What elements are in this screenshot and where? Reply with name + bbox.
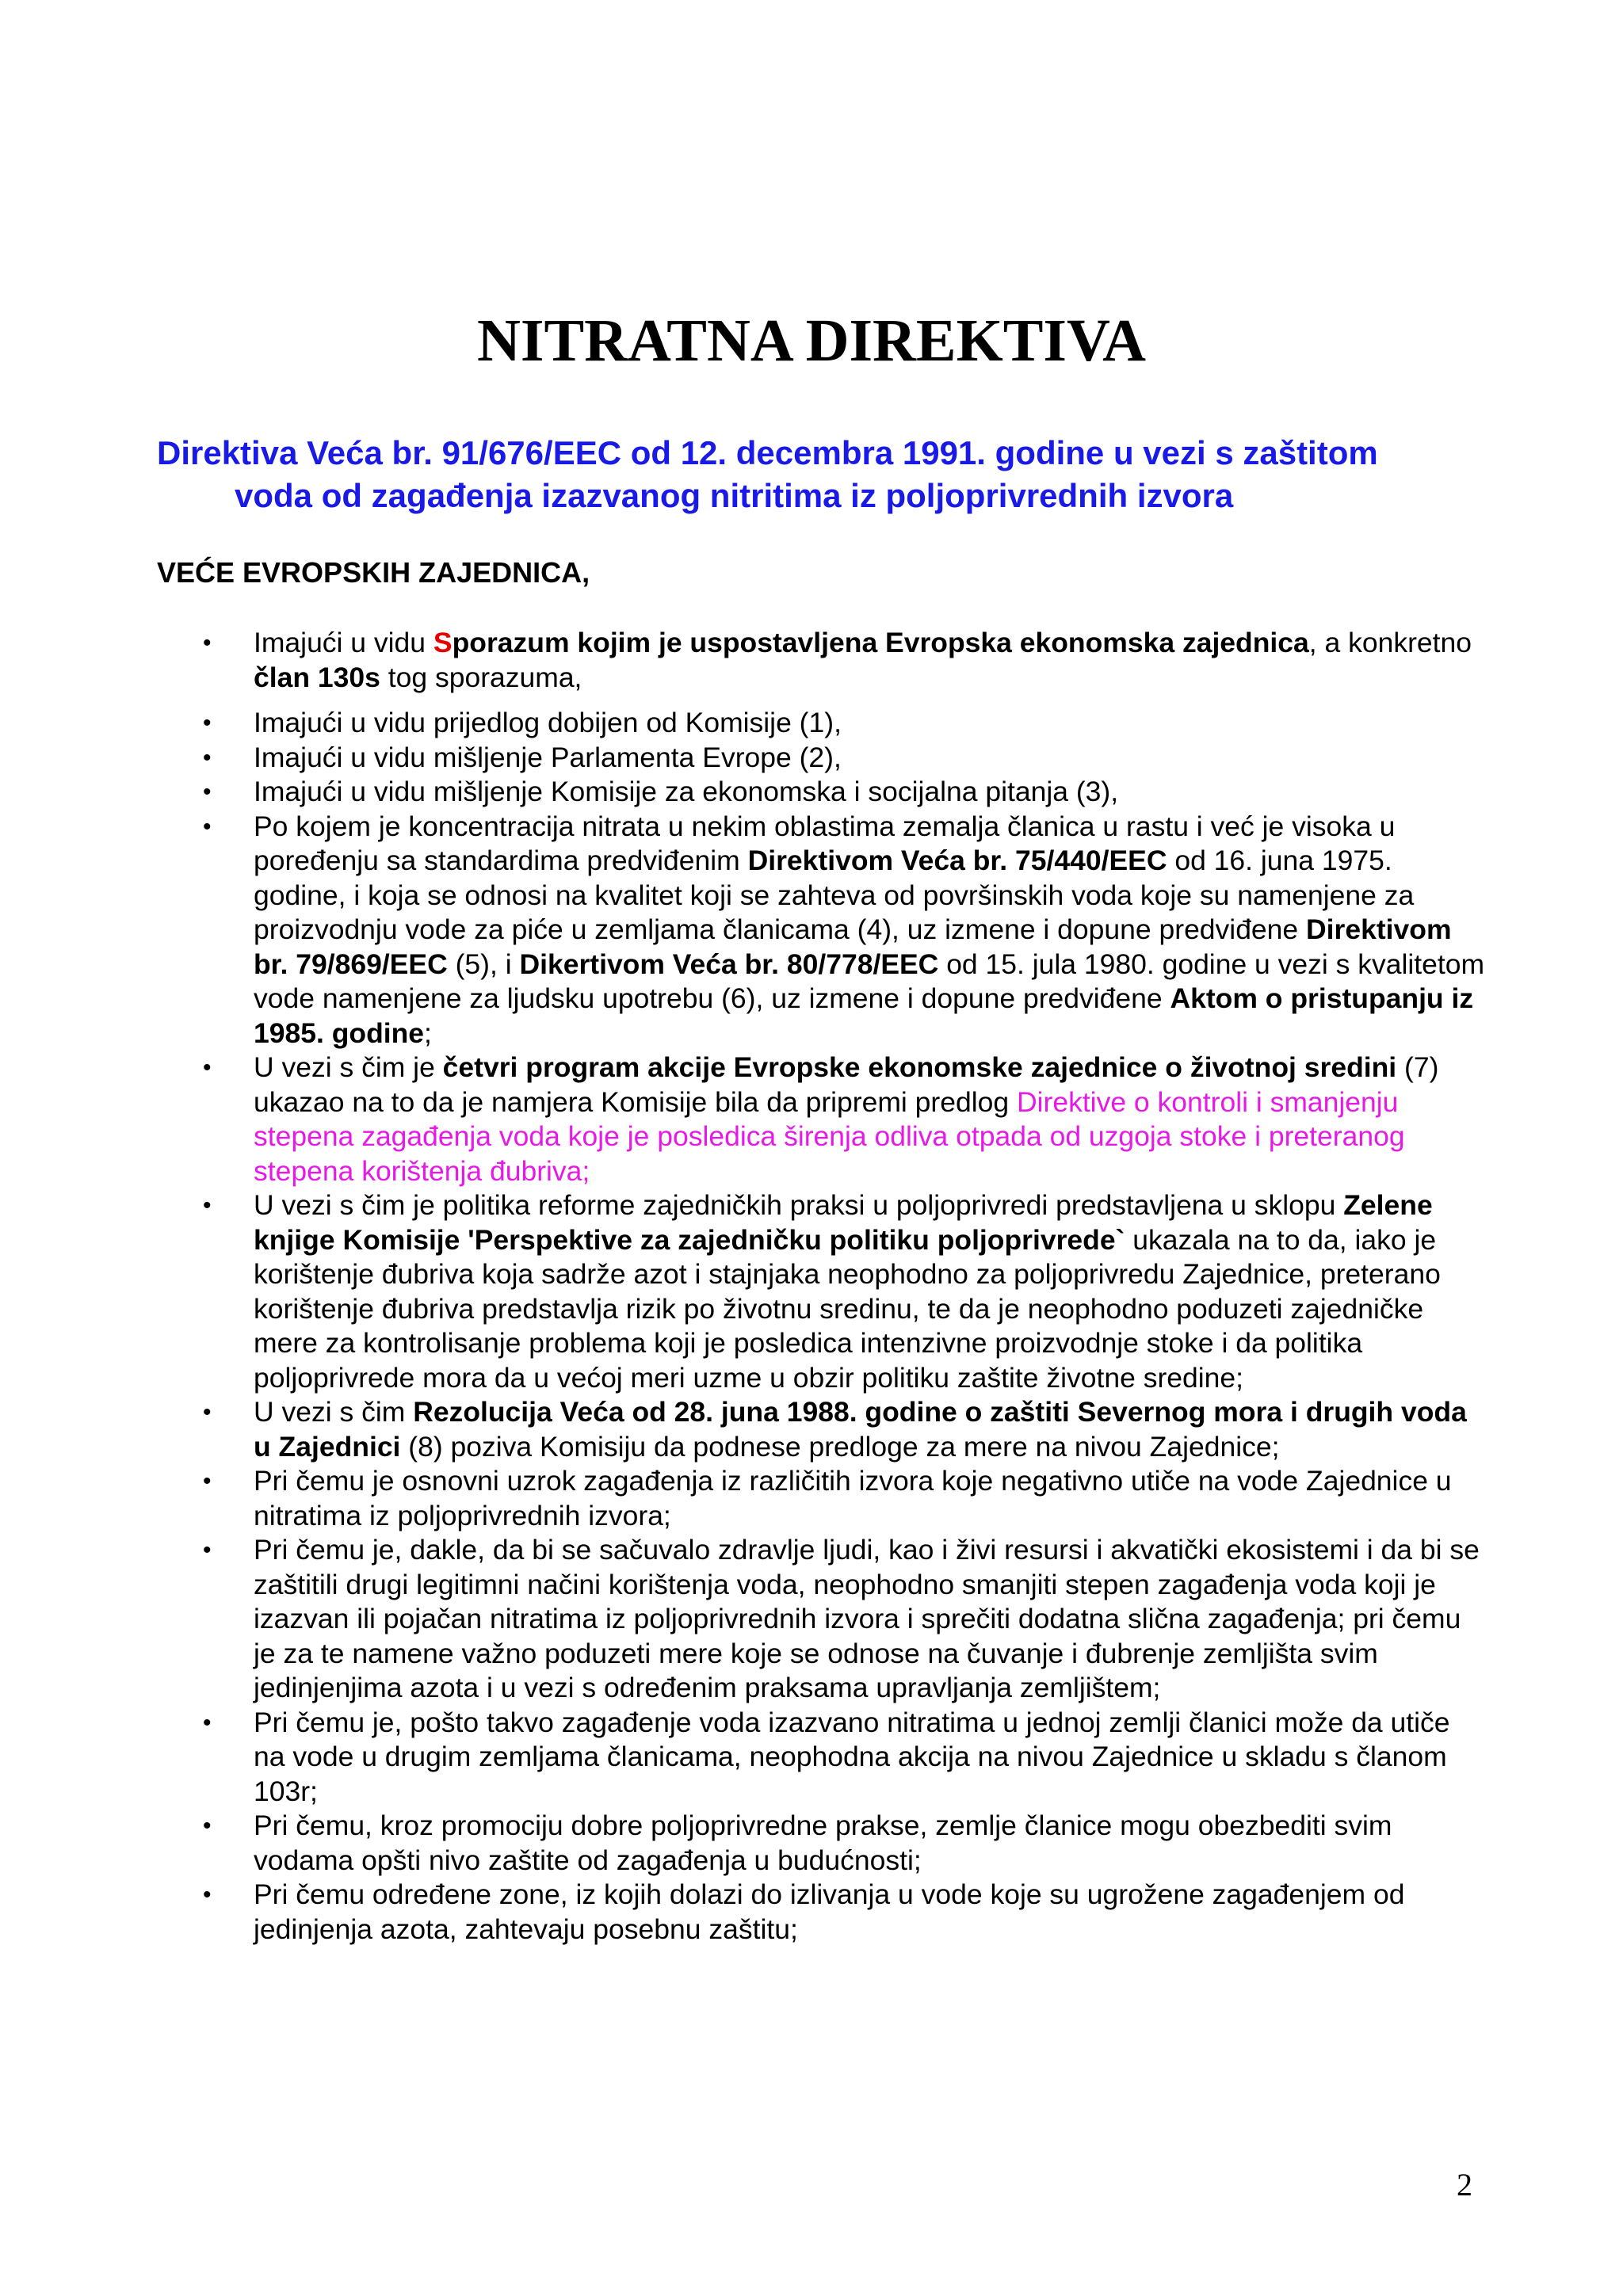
page-number: 2 [1457,2167,1472,2203]
recital-text: U vezi s čim [254,1396,414,1428]
recital-text: od 16. juna 1975. godine, i koja se odnosi na kvalitet koji se zahteva od površinskih voda koje su namenjene za proizvodnju vode za piće u zemljama članicama (4), uz izmene i dopune predviđene [254,845,1415,945]
document-subtitle [157,432,1488,517]
recital-item [157,775,1488,810]
recital-item [157,1878,1488,1947]
recital-text: Direktivom br. 79/869/EEC [254,913,1452,980]
recital-text: Pri čemu određene zone, iz kojih dolazi do izlivanja u vode koje su ugrožene zagađenjem od jedinjenja azota, zahtevaju posebnu zaštitu; [254,1878,1405,1945]
recital-item [157,626,1488,695]
recital-text: U vezi s čim je [254,1051,443,1083]
recital-text: (5), i [447,948,520,980]
recital-text: Pri čemu je, dakle, da bi se sačuvalo zdravlje ljudi, kao i živi resursi i akvatički ekosistemi i da bi se zaštitili drugi legitimni načini korištenja voda, neophodno smanjiti stepen zagađenja voda koji je izazvan ili pojačan nitratima iz poljoprivrednih izvora i sprečiti dodatna slična zagađenja; pri čemu je za te namene važno poduzeti mere koje se odnose na čuvanje i đubrenje zemljišta svim jedinjenjima azota i u vezi s određenim praksama upravljanja zemljištem; [254,1534,1480,1703]
recital-item [157,1533,1488,1706]
bullet-icon: • [203,779,212,805]
recital-item [157,1395,1488,1464]
recital-text: Imajući u vidu [254,627,433,658]
recital-item [157,1464,1488,1533]
recital-text: (7) ukazao na to da je namjera Komisije bila da pripremi predlog [254,1051,1439,1118]
bullet-icon: • [203,1813,212,1839]
recital-item [157,810,1488,1051]
bullet-icon: • [203,1882,212,1908]
recital-text: ; [424,1016,432,1049]
recital-text: Zelene knjige Komisije 'Perspektive za zajedničku politiku poljoprivrede` [254,1189,1433,1256]
bullet-icon: • [203,1399,212,1425]
recital-text: Aktom o pristupanju iz 1985. godine [254,982,1474,1049]
recital-item [157,706,1488,741]
recital-item [157,1809,1488,1878]
bullet-icon: • [203,1537,212,1563]
recital-text: Imajući u vidu mišljenje Komisije za ekonomska i socijalna pitanja (3), [254,776,1119,807]
recitals-list [157,626,1488,1947]
bullet-icon: • [203,1709,212,1736]
recital-text: U vezi s čim je politika reforme zajedničkih praksi u poljoprivredi predstavljena u sklopu [254,1189,1344,1221]
bullet-icon: • [203,630,212,656]
recital-text: četvri program akcije Evropske ekonomske zajednice o životnoj sredini [442,1051,1397,1083]
recital-item [157,741,1488,776]
recital-text: tog sporazuma, [380,661,582,693]
recital-text: Direktivom Veća br. 75/440/EEC [747,845,1167,876]
recital-item [157,1706,1488,1810]
recital-item [157,1188,1488,1395]
bullet-icon: • [203,1055,212,1081]
recital-text: , a konkretno [1308,627,1472,658]
recital-text: ukazala na to da, iako je korištenje đubriva koja sadrže azot i stajnjaka neophodno za poljoprivredu Zajednice, preterano korištenje đubriva predstavlja rizik po životnu sredinu, te da je neophodno poduzeti zajedničke mere za kontrolisanje problema koji je posledica intenzivne proizvodnje stoke i da politika poljoprivrede mora da u većoj meri uzme u obzir politiku zaštite životne sredine; [254,1223,1441,1394]
subtitle-line-1: Direktiva Veća br. 91/676/EEC od 12. decembra 1991. godine u vezi s zaštitom [157,434,1378,471]
recital-item [157,1051,1488,1188]
recital-text: član 130s [254,661,380,693]
document-title: NITRATNA DIREKTIVA [477,307,1146,374]
recital-text: Imajući u vidu mišljenje Parlamenta Evrope (2), [254,741,842,773]
bullet-icon: • [203,1192,212,1219]
bullet-icon: • [203,1468,212,1494]
recital-text: Dikertivom Veća br. 80/778/EEC [519,948,939,980]
recital-text: S [433,627,453,658]
recital-text: Direktive o kontroli i smanjenju stepena zagađenja voda koje je posledica širenja odliva otpada od uzgoja stoke i preteranog stepena korištenja đubriva; [254,1085,1405,1187]
recital-text: porazum kojim je uspostavljena Evropska ekonomska zajednica [452,627,1309,658]
bullet-icon: • [203,744,212,771]
recital-text: Rezolucija Veća od 28. juna 1988. godine o zaštiti Severnog mora i drugih voda u Zajednici [254,1396,1467,1463]
recital-text: Pri čemu je osnovni uzrok zagađenja iz različitih izvora koje negativno utiče na vode Zajednice u nitratima iz poljoprivrednih izvora; [254,1465,1452,1531]
recital-text: Pri čemu je, pošto takvo zagađenje voda izazvano nitratima u jednoj zemlji članici može da utiče na vode u drugim zemljama članicama, neophodna akcija na nivou Zajednice u skladu s članom 103r; [254,1706,1450,1807]
recital-text: Po kojem je koncentracija nitrata u nekim oblastima zemalja članica u rastu i već je visoka u poređenju sa standardima predviđenim [254,810,1396,876]
council-heading: VEĆE EVROPSKIH ZAJEDNICA, [157,556,590,589]
recital-text: Pri čemu, kroz promociju dobre poljoprivredne prakse, zemlje članice mogu obezbediti svim vodama opšti nivo zaštite od zagađenja u budućnosti; [254,1810,1392,1876]
subtitle-line-2: voda od zagađenja izazvanog nitritima iz poljoprivrednih izvora [235,477,1234,514]
recital-text: od 15. jula 1980. godine u vezi s kvalitetom vode namenjene za ljudsku upotrebu (6), uz izmene i dopune predviđene [254,948,1485,1014]
bullet-icon: • [203,710,212,736]
recital-text: (8) poziva Komisiju da podnese predloge za mere na nivou Zajednice; [400,1430,1280,1463]
recital-text: Imajući u vidu prijedlog dobijen od Komisije (1), [254,707,842,738]
bullet-icon: • [203,813,212,840]
